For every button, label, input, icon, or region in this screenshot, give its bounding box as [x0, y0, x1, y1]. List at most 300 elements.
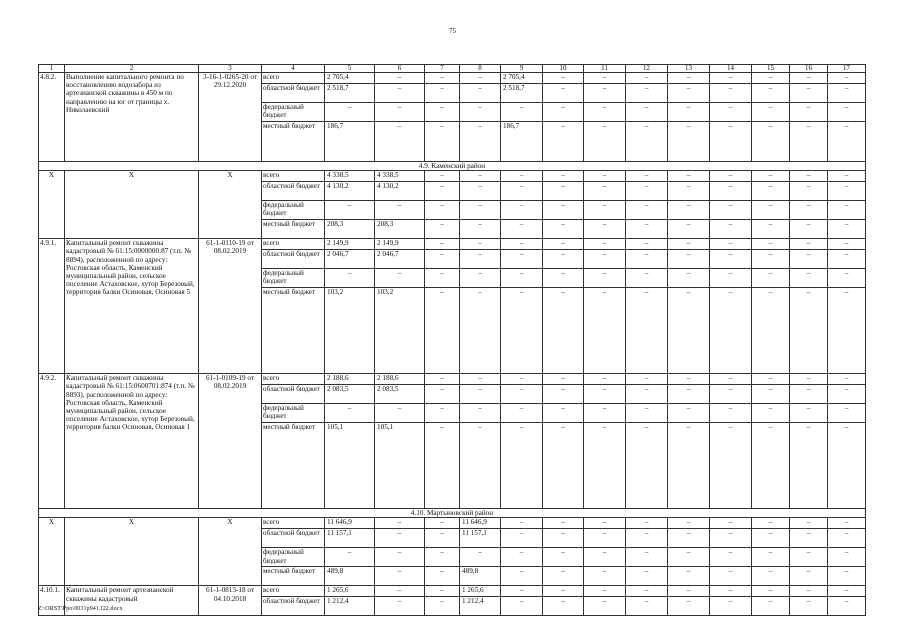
item-description: Х [65, 171, 199, 239]
amount-cell: 11 157,1 [325, 529, 375, 548]
amount-cell: – [460, 239, 501, 250]
amount-cell: 2 705,4 [325, 73, 375, 84]
amount-cell: – [752, 404, 790, 423]
amount-cell: – [501, 103, 543, 122]
column-header: 5 [325, 65, 375, 73]
column-header: 16 [790, 65, 828, 73]
column-header: 7 [425, 65, 460, 73]
amount-cell: – [752, 122, 790, 162]
amount-cell: – [626, 103, 668, 122]
amount-cell: – [626, 404, 668, 423]
amount-cell: – [710, 423, 752, 509]
column-header: 14 [710, 65, 752, 73]
amount-cell: – [790, 250, 828, 269]
amount-cell: – [325, 269, 375, 288]
amount-cell: – [668, 220, 710, 239]
item-description: Капитальный ремонт скважины кадастровый № 61:15:0000000:87 (т.п. № 8894), расположенной по адресу: Ростовская область, Каменский муниципальный район, сельское поселение Астаховское, хутор Березовый, территория балки Осиновая, Осиновая 5 [65, 239, 199, 374]
amount-cell: – [425, 374, 460, 385]
amount-cell: 4 130,2 [375, 182, 425, 201]
amount-cell: – [543, 567, 584, 586]
amount-cell: – [375, 103, 425, 122]
amount-cell: – [460, 374, 501, 385]
amount-cell: – [668, 201, 710, 220]
page-number: 75 [449, 27, 456, 35]
amount-cell: – [828, 182, 866, 201]
amount-cell: – [375, 529, 425, 548]
amount-cell: – [668, 374, 710, 385]
budget-type: местный бюджет [262, 122, 325, 162]
amount-cell: – [584, 103, 626, 122]
amount-cell: – [790, 73, 828, 84]
item-number: 4.10.1. [39, 586, 65, 616]
amount-cell: – [828, 529, 866, 548]
amount-cell: – [543, 374, 584, 385]
amount-cell: – [710, 201, 752, 220]
amount-cell: – [626, 122, 668, 162]
amount-cell: – [425, 288, 460, 374]
amount-cell: 489,8 [325, 567, 375, 586]
amount-cell: – [828, 171, 866, 182]
amount-cell: – [710, 182, 752, 201]
budget-type: всего [262, 374, 325, 385]
amount-cell: – [501, 423, 543, 509]
amount-cell: – [752, 385, 790, 404]
column-header: 2 [65, 65, 199, 73]
amount-cell: – [790, 201, 828, 220]
amount-cell: – [460, 269, 501, 288]
table-row [39, 171, 866, 182]
amount-cell: – [752, 103, 790, 122]
document-reference: 61-1-0813-18 от 04.10.2018 [199, 586, 262, 616]
amount-cell: – [425, 385, 460, 404]
document-reference: Х [199, 518, 262, 586]
amount-cell: – [460, 288, 501, 374]
amount-cell: – [325, 103, 375, 122]
amount-cell: – [710, 250, 752, 269]
amount-cell: – [375, 548, 425, 567]
budget-type: федеральный бюджет [262, 201, 325, 220]
amount-cell: – [460, 103, 501, 122]
amount-cell: – [425, 171, 460, 182]
amount-cell: – [375, 269, 425, 288]
amount-cell: – [626, 269, 668, 288]
amount-cell: – [460, 404, 501, 423]
amount-cell: – [425, 122, 460, 162]
amount-cell: – [460, 220, 501, 239]
amount-cell: – [668, 171, 710, 182]
table-row [39, 518, 866, 529]
amount-cell: – [790, 586, 828, 597]
amount-cell: – [790, 182, 828, 201]
amount-cell: – [460, 548, 501, 567]
amount-cell: – [752, 84, 790, 103]
amount-cell: – [584, 567, 626, 586]
amount-cell: – [501, 239, 543, 250]
amount-cell: – [828, 239, 866, 250]
amount-cell: – [584, 84, 626, 103]
amount-cell: – [828, 122, 866, 162]
amount-cell: 2 083,5 [375, 385, 425, 404]
budget-type: всего [262, 239, 325, 250]
amount-cell: – [828, 385, 866, 404]
amount-cell: – [668, 518, 710, 529]
amount-cell: – [710, 288, 752, 374]
amount-cell: – [501, 548, 543, 567]
amount-cell: – [828, 103, 866, 122]
amount-cell: 2 518,7 [325, 84, 375, 103]
budget-type: местный бюджет [262, 220, 325, 239]
amount-cell: – [710, 239, 752, 250]
amount-cell: – [375, 404, 425, 423]
amount-cell: – [501, 518, 543, 529]
amount-cell: – [501, 220, 543, 239]
amount-cell: – [710, 567, 752, 586]
amount-cell: – [828, 518, 866, 529]
document-reference: 61-1-0110-19 от 08.02.2019 [199, 239, 262, 374]
column-header: 9 [501, 65, 543, 73]
amount-cell: – [626, 567, 668, 586]
amount-cell: 208,3 [325, 220, 375, 239]
budget-type: областной бюджет [262, 84, 325, 103]
amount-cell: – [626, 288, 668, 374]
amount-cell: 105,1 [375, 423, 425, 509]
amount-cell: – [828, 250, 866, 269]
amount-cell: 2 518,7 [501, 84, 543, 103]
amount-cell: – [543, 122, 584, 162]
amount-cell: – [790, 548, 828, 567]
amount-cell: – [584, 586, 626, 597]
amount-cell: – [584, 404, 626, 423]
amount-cell: – [543, 182, 584, 201]
column-header: 6 [375, 65, 425, 73]
amount-cell: 2 188,6 [325, 374, 375, 385]
amount-cell: – [584, 597, 626, 616]
amount-cell: – [626, 518, 668, 529]
amount-cell: 11 157,1 [460, 529, 501, 548]
amount-cell: – [710, 385, 752, 404]
amount-cell: – [375, 84, 425, 103]
amount-cell: – [668, 586, 710, 597]
column-header: 3 [199, 65, 262, 73]
amount-cell: – [626, 250, 668, 269]
amount-cell: – [543, 201, 584, 220]
amount-cell: – [584, 182, 626, 201]
amount-cell: – [375, 201, 425, 220]
amount-cell: – [626, 586, 668, 597]
amount-cell: – [425, 182, 460, 201]
amount-cell: – [425, 597, 460, 616]
amount-cell: 1 265,6 [460, 586, 501, 597]
amount-cell: – [668, 288, 710, 374]
amount-cell: – [543, 171, 584, 182]
amount-cell: – [790, 239, 828, 250]
amount-cell: – [828, 73, 866, 84]
amount-cell: – [584, 201, 626, 220]
amount-cell: – [710, 73, 752, 84]
amount-cell: – [668, 122, 710, 162]
amount-cell: – [752, 597, 790, 616]
amount-cell: – [790, 288, 828, 374]
amount-cell: – [584, 73, 626, 84]
amount-cell: – [752, 269, 790, 288]
budget-type: федеральный бюджет [262, 269, 325, 288]
amount-cell: – [626, 201, 668, 220]
budget-type: всего [262, 171, 325, 182]
amount-cell: – [752, 548, 790, 567]
table-row [39, 73, 866, 84]
item-number: 4.9.1. [39, 239, 65, 374]
amount-cell: – [584, 385, 626, 404]
amount-cell: – [460, 73, 501, 84]
amount-cell: – [375, 586, 425, 597]
amount-cell: – [501, 404, 543, 423]
amount-cell: – [790, 122, 828, 162]
budget-type: федеральный бюджет [262, 548, 325, 567]
amount-cell: 11 646,9 [325, 518, 375, 529]
amount-cell: – [626, 220, 668, 239]
amount-cell: – [790, 103, 828, 122]
item-number: Х [39, 171, 65, 239]
amount-cell: – [790, 385, 828, 404]
column-header: 13 [668, 65, 710, 73]
amount-cell: 11 646,9 [460, 518, 501, 529]
amount-cell: – [501, 529, 543, 548]
amount-cell: 4 338,5 [375, 171, 425, 182]
item-number: Х [39, 518, 65, 586]
amount-cell: – [543, 269, 584, 288]
amount-cell: – [626, 529, 668, 548]
amount-cell: – [584, 374, 626, 385]
amount-cell: – [668, 269, 710, 288]
amount-cell: – [752, 239, 790, 250]
column-header: 17 [828, 65, 866, 73]
amount-cell: – [752, 374, 790, 385]
amount-cell: – [460, 423, 501, 509]
amount-cell: – [668, 103, 710, 122]
amount-cell: – [584, 269, 626, 288]
budget-type: всего [262, 586, 325, 597]
budget-type: всего [262, 73, 325, 84]
amount-cell: – [584, 250, 626, 269]
amount-cell: – [828, 567, 866, 586]
amount-cell: 2 705,4 [501, 73, 543, 84]
amount-cell: – [710, 404, 752, 423]
amount-cell: 208,3 [375, 220, 425, 239]
footer-file-path: Z:\ORST\Ppo\0031p941.f22.docx [38, 606, 123, 612]
amount-cell: – [460, 182, 501, 201]
column-header: 4 [262, 65, 325, 73]
amount-cell: – [828, 288, 866, 374]
section-title: 4.9. Каменский район [39, 162, 866, 171]
amount-cell: – [790, 404, 828, 423]
item-description: Капитальный ремонт скважины кадастровый № 61:15:0600701:874 (т.п. № 8893), расположенной по адресу: Ростовская область, Каменский муниципальный район, сельское поселение Астаховское, хутор Березовый, территория балки Осиновая, Осиновая 1 [65, 374, 199, 509]
amount-cell: – [828, 548, 866, 567]
document-reference: 3-16-1-0265-20 от 29.12.2020 [199, 73, 262, 162]
amount-cell: 186,7 [325, 122, 375, 162]
budget-type: областной бюджет [262, 250, 325, 269]
amount-cell: – [501, 567, 543, 586]
amount-cell: – [584, 548, 626, 567]
amount-cell: – [584, 171, 626, 182]
amount-cell: – [790, 220, 828, 239]
amount-cell: – [501, 374, 543, 385]
column-header: 10 [543, 65, 584, 73]
amount-cell: – [790, 597, 828, 616]
amount-cell: – [710, 374, 752, 385]
amount-cell: – [828, 586, 866, 597]
amount-cell: – [828, 220, 866, 239]
amount-cell: – [584, 288, 626, 374]
amount-cell: – [501, 269, 543, 288]
amount-cell: – [543, 423, 584, 509]
amount-cell: – [790, 269, 828, 288]
amount-cell: 103,2 [375, 288, 425, 374]
amount-cell: – [425, 220, 460, 239]
amount-cell: 4 338,5 [325, 171, 375, 182]
amount-cell: – [668, 84, 710, 103]
amount-cell: – [626, 423, 668, 509]
amount-cell: – [543, 597, 584, 616]
amount-cell: – [668, 423, 710, 509]
amount-cell: – [460, 385, 501, 404]
amount-cell: 103,2 [325, 288, 375, 374]
amount-cell: – [375, 597, 425, 616]
amount-cell: – [584, 239, 626, 250]
amount-cell: – [626, 73, 668, 84]
amount-cell: – [460, 201, 501, 220]
amount-cell: – [325, 201, 375, 220]
amount-cell: 2 046,7 [325, 250, 375, 269]
item-number: 4.9.2. [39, 374, 65, 509]
amount-cell: – [710, 548, 752, 567]
amount-cell: – [626, 239, 668, 250]
amount-cell: – [752, 201, 790, 220]
document-reference: Х [199, 171, 262, 239]
amount-cell: – [584, 423, 626, 509]
amount-cell: 2 188,6 [375, 374, 425, 385]
amount-cell: – [626, 182, 668, 201]
amount-cell: – [790, 374, 828, 385]
amount-cell: – [752, 586, 790, 597]
amount-cell: – [626, 84, 668, 103]
amount-cell: – [543, 239, 584, 250]
amount-cell: – [710, 84, 752, 103]
amount-cell: – [668, 567, 710, 586]
amount-cell: – [501, 385, 543, 404]
amount-cell: – [460, 122, 501, 162]
amount-cell: – [710, 518, 752, 529]
amount-cell: – [425, 586, 460, 597]
amount-cell: – [543, 250, 584, 269]
amount-cell: – [543, 529, 584, 548]
table-row [39, 586, 866, 597]
amount-cell: – [460, 250, 501, 269]
amount-cell: – [790, 171, 828, 182]
amount-cell: – [425, 567, 460, 586]
amount-cell: 1 212,4 [325, 597, 375, 616]
table-row [39, 239, 866, 250]
table-row [39, 374, 866, 385]
amount-cell: – [668, 548, 710, 567]
amount-cell: – [790, 423, 828, 509]
amount-cell: – [501, 171, 543, 182]
amount-cell: – [710, 220, 752, 239]
amount-cell: – [584, 220, 626, 239]
amount-cell: – [710, 269, 752, 288]
section-heading-row [39, 509, 866, 518]
amount-cell: 2 149,9 [375, 239, 425, 250]
section-heading-row [39, 162, 866, 171]
amount-cell: – [668, 239, 710, 250]
amount-cell: – [752, 567, 790, 586]
budget-table [38, 64, 866, 616]
amount-cell: – [828, 404, 866, 423]
amount-cell: – [752, 220, 790, 239]
amount-cell: – [543, 404, 584, 423]
amount-cell: – [668, 73, 710, 84]
amount-cell: – [543, 385, 584, 404]
amount-cell: – [710, 529, 752, 548]
budget-type: всего [262, 518, 325, 529]
amount-cell: – [543, 103, 584, 122]
amount-cell: 2 083,5 [325, 385, 375, 404]
amount-cell: – [501, 201, 543, 220]
amount-cell: – [584, 529, 626, 548]
amount-cell: – [752, 73, 790, 84]
amount-cell: – [668, 385, 710, 404]
section-title: 4.10. Мартыновский район [39, 509, 866, 518]
amount-cell: – [828, 423, 866, 509]
budget-type: областной бюджет [262, 182, 325, 201]
column-header: 1 [39, 65, 65, 73]
column-number-row [39, 65, 866, 73]
amount-cell: – [710, 171, 752, 182]
amount-cell: – [668, 529, 710, 548]
amount-cell: – [710, 122, 752, 162]
amount-cell: – [375, 73, 425, 84]
amount-cell: – [752, 171, 790, 182]
amount-cell: – [752, 529, 790, 548]
amount-cell: – [828, 84, 866, 103]
amount-cell: 1 265,6 [325, 586, 375, 597]
amount-cell: – [626, 171, 668, 182]
budget-type: федеральный бюджет [262, 404, 325, 423]
amount-cell: – [425, 103, 460, 122]
amount-cell: – [425, 518, 460, 529]
column-header: 8 [460, 65, 501, 73]
amount-cell: – [790, 567, 828, 586]
amount-cell: – [710, 586, 752, 597]
amount-cell: – [543, 84, 584, 103]
item-number: 4.8.2. [39, 73, 65, 162]
amount-cell: – [375, 122, 425, 162]
column-header: 12 [626, 65, 668, 73]
amount-cell: – [425, 529, 460, 548]
amount-cell: – [626, 385, 668, 404]
budget-type: областной бюджет [262, 597, 325, 616]
amount-cell: – [828, 374, 866, 385]
budget-type: местный бюджет [262, 288, 325, 374]
amount-cell: – [752, 250, 790, 269]
column-header: 11 [584, 65, 626, 73]
amount-cell: – [668, 597, 710, 616]
amount-cell: 1 212,4 [460, 597, 501, 616]
amount-cell: – [501, 597, 543, 616]
column-header: 15 [752, 65, 790, 73]
amount-cell: – [375, 518, 425, 529]
amount-cell: – [425, 404, 460, 423]
amount-cell: – [425, 239, 460, 250]
